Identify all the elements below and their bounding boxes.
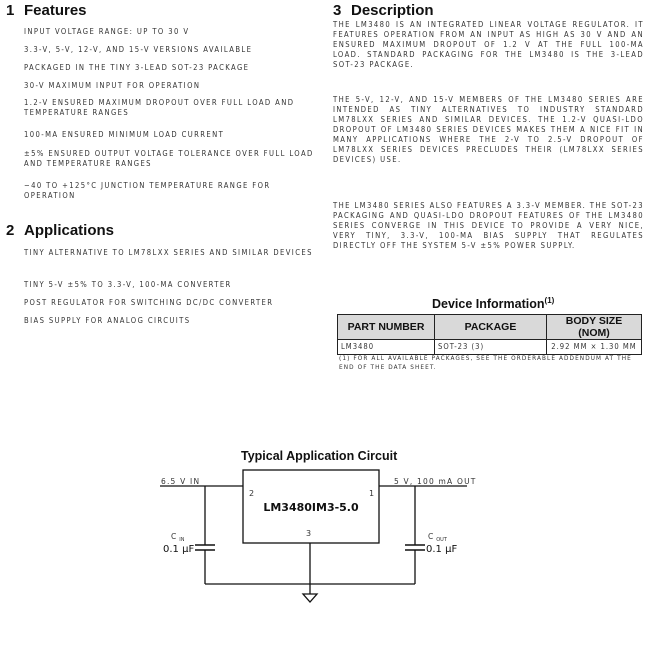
applications-title: Applications — [24, 222, 115, 239]
chip-label: LM3480IM3-5.0 — [263, 501, 359, 514]
application-item: BIAS SUPPLY FOR ANALOG CIRCUITS — [24, 316, 191, 325]
features-title: Features — [24, 2, 87, 19]
feature-item: −40 TO +125°C JUNCTION TEMPERATURE RANGE FOR OPERATION — [24, 181, 271, 200]
feature-item: 3.3-V, 5-V, 12-V, AND 15-V VERSIONS AVAILABLE — [24, 45, 253, 54]
description-number: 3 — [333, 2, 342, 19]
cout-label — [428, 532, 448, 543]
column-header-body-size: BODY SIZE (NOM) — [547, 315, 642, 340]
cout-subscript: OUT — [436, 537, 447, 543]
application-item: TINY 5-V ±5% TO 3.3-V, 100-MA CONVERTER — [24, 280, 232, 289]
feature-item: 1.2-V ENSURED MAXIMUM DROPOUT OVER FULL LOAD AND TEMPERATURE RANGES — [24, 98, 295, 117]
device-info-title-text: Device Information — [432, 297, 545, 312]
cell-body-size: 2.92 MM × 1.30 MM — [547, 340, 642, 355]
device-info-footnote: (1) FOR ALL AVAILABLE PACKAGES, SEE THE ORDERABLE ADDENDUM AT THE END OF THE DATA SHEET. — [339, 354, 632, 371]
cell-part-number: LM3480 — [338, 340, 435, 355]
circuit-title: Typical Application Circuit — [241, 449, 398, 463]
cout-value: 0.1 µF — [426, 544, 458, 555]
vin-label: 6.5 V IN — [161, 477, 201, 486]
cout-letter: C — [428, 532, 434, 541]
feature-item: 100-MA ENSURED MINIMUM LOAD CURRENT — [24, 130, 225, 139]
feature-item: ±5% ENSURED OUTPUT VOLTAGE TOLERANCE OVER FULL LOAD AND TEMPERATURE RANGES — [24, 149, 314, 168]
feature-item: 30-V MAXIMUM INPUT FOR OPERATION — [24, 81, 201, 90]
features-number: 1 — [6, 2, 15, 19]
cin-subscript: IN — [179, 537, 185, 543]
description-paragraph: THE LM3480 SERIES ALSO FEATURES A 3.3-V MEMBER. THE SOT-23 PACKAGING AND QUASI-LDO DROPOUT FEATURES OF THE LM3480 SERIES CONVERGE IN THIS DEVICE TO PROVIDE A VERY NICE, VERY TINY, 3.3-V, 100-MA BIAS SUPPLY THAT REGULATES DIRECTLY OFF THE SYSTEM 5-V ±5% POWER SUPPLY. — [333, 201, 644, 250]
description-paragraph: THE 5-V, 12-V, AND 15-V MEMBERS OF THE LM3480 SERIES ARE INTENDED AS TINY ALTERNATIVES TO INDUSTRY STANDARD LM78LXX SERIES AND SIMILAR DEVICES. THE 1.2-V QUASI-LDO DROPOUT OF LM3480 SERIES DEVICES MAKES THEM A NICE FIT IN MANY APPLICATIONS WHERE THE 2-V TO 2.5-V DROPOUT OF LM78LXX SERIES DEVICES PRECLUDES THEIR (LM78LXX SERIES DEVICES) USE. — [333, 95, 644, 164]
cin-letter: C — [171, 532, 177, 541]
application-item: POST REGULATOR FOR SWITCHING DC/DC CONVERTER — [24, 298, 274, 307]
pin-in-number: 2 — [249, 489, 255, 498]
feature-item: PACKAGED IN THE TINY 3-LEAD SOT-23 PACKAGE — [24, 63, 250, 72]
description-title: Description — [351, 2, 434, 19]
applications-number: 2 — [6, 222, 15, 239]
pin-out-number: 1 — [369, 489, 375, 498]
ground-symbol-icon — [303, 594, 317, 602]
cell-package: SOT-23 (3) — [435, 340, 547, 355]
cin-value: 0.1 µF — [163, 544, 195, 555]
cin-label — [171, 532, 185, 543]
feature-item: INPUT VOLTAGE RANGE: UP TO 30 V — [24, 27, 190, 36]
pin-gnd-number: 3 — [306, 529, 312, 538]
application-item: TINY ALTERNATIVE TO LM78LXX SERIES AND SIMILAR DEVICES — [24, 248, 313, 257]
vout-label: 5 V, 100 mA OUT — [394, 477, 477, 486]
device-info-title-footnote-mark: (1) — [544, 296, 555, 305]
column-header-package: PACKAGE — [435, 315, 547, 340]
description-paragraph: THE LM3480 IS AN INTEGRATED LINEAR VOLTAGE REGULATOR. IT FEATURES OPERATION FROM AN INPUT AS HIGH AS 30 V AND AN ENSURED MAXIMUM DROPOUT OF 1.2 V AT THE FULL 100-MA LOAD. STANDARD PACKAGING FOR THE LM3480 IS THE 3-LEAD SOT-23 PACKAGE. — [333, 20, 644, 69]
column-header-part-number: PART NUMBER — [338, 315, 435, 340]
